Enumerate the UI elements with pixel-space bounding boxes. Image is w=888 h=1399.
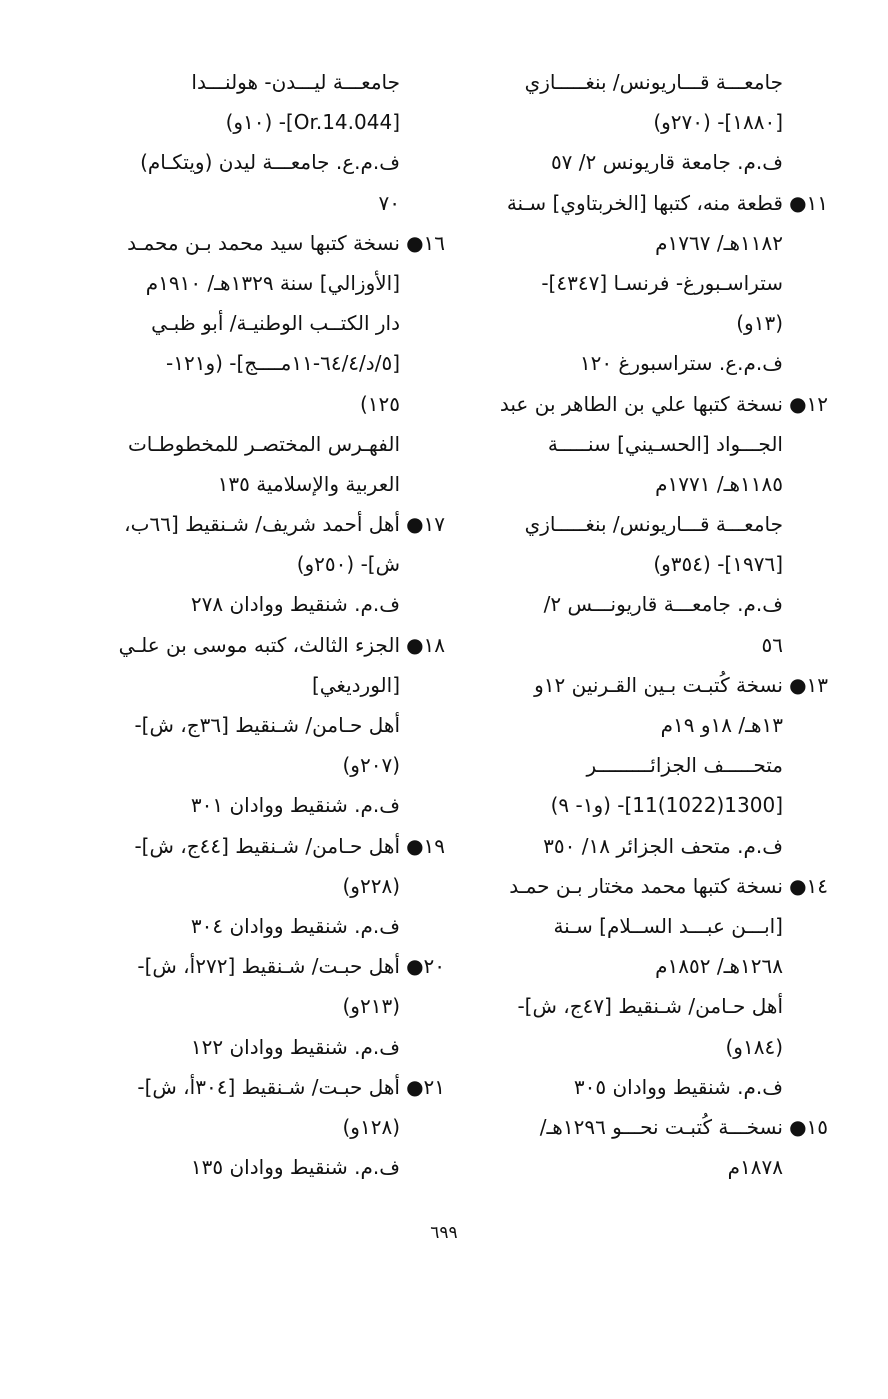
line-text: ٧٠	[378, 190, 400, 215]
text-line	[100, 745, 445, 785]
line-text: أهل حبـت/ شـنقيط [٣٠٤أ، ش]-	[137, 1074, 400, 1099]
line-text: جامعـــة قـــاريونس/ بنغـــــازي	[524, 70, 783, 94]
line-text: نسخة كتبها سيد محمد بـن محمـد	[127, 230, 400, 255]
text-line	[100, 303, 445, 343]
line-text: [Or.14.044]- (١٠و)	[225, 110, 400, 135]
text-line	[100, 544, 445, 584]
text-line	[488, 62, 828, 102]
line-text: [الورديغي]	[311, 672, 400, 697]
entry-first-line	[100, 826, 445, 866]
line-text: أهل حـامن/ شـنقيط [٤٧ج، ش]-	[517, 994, 783, 1019]
line-text: (١٢٨و)	[342, 1114, 400, 1139]
text-line	[488, 826, 828, 866]
entry-first-line	[488, 1107, 828, 1147]
text-line	[100, 705, 445, 745]
line-text: أهل حـامن/ شـنقيط [٤٤ج، ش]-	[134, 833, 400, 858]
text-line	[100, 866, 445, 906]
line-text: أهل حبـت/ شـنقيط [٢٧٢أ، ش]-	[137, 954, 400, 979]
line-text: [1300(1022)11]- (و١- ٩)	[550, 793, 783, 818]
line-text: (١٣و)	[736, 311, 783, 336]
text-line	[100, 1107, 445, 1147]
line-text: ف.م.ع. ستراسبورغ ١٢٠	[579, 351, 783, 376]
entry-number: ١٦●	[406, 230, 445, 255]
line-text: نسخـــة كُتبـت نحـــو ١٢٩٦هـ/	[539, 1114, 783, 1139]
text-line	[488, 1067, 828, 1107]
text-line	[100, 424, 445, 464]
line-text: الجـــواد [الحسـيني] سنـــــة	[547, 431, 783, 456]
text-line	[100, 1147, 445, 1187]
line-text: (٢٠٧و)	[342, 753, 400, 778]
line-text: ف.م. شنقيط ووادان ٣٠٥	[573, 1074, 783, 1099]
line-text: ف.م. شنقيط ووادان ١٢٢	[190, 1034, 400, 1059]
line-text: ف.م. شنقيط ووادان ٢٧٨	[190, 592, 400, 617]
text-line	[100, 665, 445, 705]
line-text: أهل حـامن/ شـنقيط [٣٦ج، ش]-	[134, 713, 400, 737]
entry-number: ١٤●	[789, 873, 828, 898]
text-line	[488, 424, 828, 464]
line-text: [٥/د/٦٤/٤-١١مــــج]- (و١٢١-	[166, 351, 400, 376]
text-line	[488, 906, 828, 946]
entry-number: ٢٠●	[406, 954, 445, 979]
entry-number: ١١●	[789, 190, 828, 215]
line-text: ف.م. شنقيط ووادان ٣٠١	[190, 793, 400, 818]
line-text: ١١٨٥هـ/ ١٧٧١م	[655, 471, 783, 496]
text-line	[488, 986, 828, 1026]
line-text: [الأوزالي] سنة ١٣٢٩هـ/ ١٩١٠م	[145, 270, 400, 295]
line-text: ف.م. شنقيط ووادان ٣٠٤	[190, 913, 400, 938]
text-line	[488, 745, 828, 785]
line-text: (٢١٣و)	[342, 994, 400, 1019]
text-line	[488, 102, 828, 142]
text-line	[100, 906, 445, 946]
entry-number: ١٨●	[406, 632, 445, 657]
line-text: أهل أحمد شريف/ شـنقيط [٦٦ب،	[124, 512, 400, 537]
line-text: ف.م. متحف الجزائر ١٨/ ٣٥٠	[543, 833, 783, 858]
left-column	[100, 62, 445, 1187]
entry-first-line	[100, 1067, 445, 1107]
text-line	[488, 303, 828, 343]
text-line	[100, 142, 445, 182]
line-text: (٢٢٨و)	[342, 873, 400, 898]
text-line	[488, 705, 828, 745]
line-text: ف.م. جامعة قاريونس ٢/ ٥٧	[550, 150, 783, 175]
text-line	[488, 142, 828, 182]
entry-first-line	[100, 223, 445, 263]
text-line	[100, 263, 445, 303]
line-text: العربية والإسلامية ١٣٥	[217, 471, 400, 496]
line-text: ف.م. شنقيط ووادان ١٣٥	[190, 1155, 400, 1180]
line-text: ١٨٧٨م	[727, 1155, 783, 1180]
text-line	[488, 785, 828, 825]
line-text: ستراسـبورغ- فرنسـا [٤٣٤٧]-	[541, 270, 783, 295]
line-text: ف.م. جامعـــة قاريونـــس ٢/	[543, 592, 783, 617]
line-text: قطعة منه، كتبها [الخربتاوي] سـنة	[506, 190, 783, 215]
text-line	[100, 584, 445, 624]
entry-number: ٢١●	[406, 1074, 445, 1099]
text-line	[488, 1027, 828, 1067]
line-text: ١٢٦٨هـ/ ١٨٥٢م	[655, 954, 783, 979]
text-line	[488, 343, 828, 383]
entry-number: ١٢●	[789, 391, 828, 416]
line-text: ٥٦	[761, 632, 783, 657]
line-text: [١٩٧٦]- (٣٥٤و)	[653, 552, 783, 577]
text-line	[100, 464, 445, 504]
entry-first-line	[100, 625, 445, 665]
entry-first-line	[488, 183, 828, 223]
line-text: جامعـــة ليـــدن- هولنـــدا	[191, 70, 400, 94]
line-text: الجزء الثالث، كتبه موسى بن علـي	[118, 632, 400, 657]
entry-first-line	[488, 384, 828, 424]
entry-first-line	[488, 866, 828, 906]
entry-number: ١٩●	[406, 833, 445, 858]
line-text: جامعـــة قـــاريونس/ بنغـــــازي	[524, 512, 783, 537]
line-text: متحـــــف الجزائـــــــــر	[586, 753, 783, 778]
entry-first-line	[488, 665, 828, 705]
entry-first-line	[100, 946, 445, 986]
page-number: ٦٩٩	[430, 1223, 458, 1243]
line-text: (١٨٤و)	[725, 1034, 783, 1059]
text-line	[488, 946, 828, 986]
text-line	[100, 384, 445, 424]
text-line	[100, 62, 445, 102]
line-text: الفهـرس المختصـر للمخطوطـات	[127, 431, 400, 456]
line-text: نسخة كتبها محمد مختار بـن حمـد	[509, 873, 783, 898]
line-text: ١٢٥)	[359, 391, 400, 416]
line-text: ١٣هـ/ ١٨و ١٩م	[660, 713, 783, 737]
line-text: دار الكتــب الوطنيـة/ أبو ظبـي	[151, 311, 400, 336]
text-line	[100, 343, 445, 383]
line-text: ش]- (٢٥٠و)	[296, 552, 400, 577]
text-line	[100, 1027, 445, 1067]
entry-number: ١٧●	[406, 512, 445, 537]
text-line	[488, 263, 828, 303]
text-line	[100, 986, 445, 1026]
right-column	[488, 62, 828, 1187]
text-line	[488, 625, 828, 665]
text-line	[100, 785, 445, 825]
text-line	[488, 1147, 828, 1187]
entry-first-line	[100, 504, 445, 544]
text-line	[100, 102, 445, 142]
text-line	[488, 584, 828, 624]
line-text: [ابـــن عبـــد الســلام] سـنة	[553, 913, 783, 938]
line-text: [١٨٨٠]- (٢٧٠و)	[653, 110, 783, 135]
text-line	[100, 183, 445, 223]
entry-number: ١٣●	[789, 672, 828, 697]
line-text: ف.م.ع. جامعـــة ليدن (ويتكـام)	[140, 150, 400, 175]
text-line	[488, 544, 828, 584]
text-line	[488, 464, 828, 504]
text-line	[488, 504, 828, 544]
line-text: نسخة كُتبـت بـين القـرنين ١٢و	[534, 672, 783, 697]
entry-number: ١٥●	[789, 1114, 828, 1139]
line-text: ١١٨٢هـ/ ١٧٦٧م	[655, 230, 783, 255]
text-line	[488, 223, 828, 263]
line-text: نسخة كتبها علي بن الطاهر بن عبد	[499, 391, 783, 416]
